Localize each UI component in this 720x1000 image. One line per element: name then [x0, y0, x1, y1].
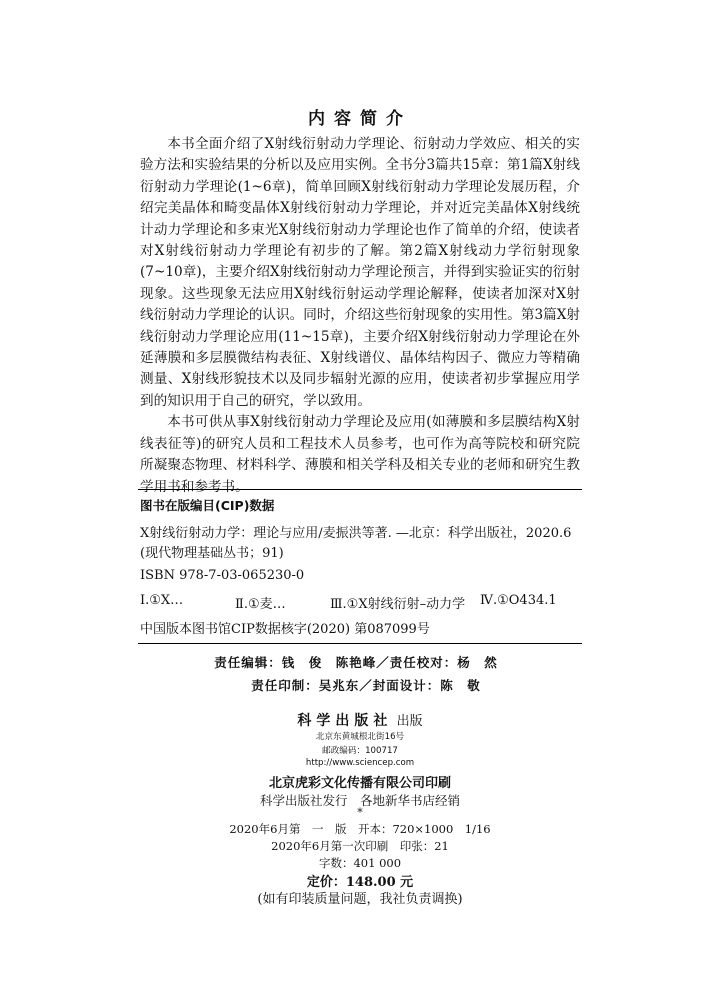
- cip-class-4: Ⅳ.①O434.1: [480, 593, 557, 608]
- price: 定价：148.00 元: [306, 875, 414, 890]
- cip-class-3: Ⅲ.①X射线衍射–动力学: [330, 597, 466, 612]
- cip-series: (现代物理基础丛书；91): [140, 546, 284, 561]
- cip-title: 图书在版编目(CIP)数据: [140, 498, 275, 513]
- publisher-postcode: 邮政编码：100717: [322, 746, 398, 756]
- distribution-info: 科学出版社发行 各地新华书店经销: [259, 793, 460, 808]
- staff-production: 责任印制：吴兆东／封面设计：陈 敬: [251, 678, 481, 693]
- publisher-website: http://www.sciencep.com: [305, 758, 415, 768]
- cip-book-info: X射线衍射动力学：理论与应用/麦振洪等著. —北京：科学出版社，2020.6: [140, 526, 572, 541]
- summary-title: 内容简介: [308, 109, 412, 129]
- separator-star: *: [357, 806, 363, 819]
- summary-paragraph-1: 本书全面介绍了X射线衍射动力学理论、衍射动力学效应、相关的实验方法和实验结果的分析以及应用实例。全书分3篇共15章：第1篇X射线衍射动力学理论(1~6章)，简单回顾X射线衍射动力学理论发展历程，介绍完美晶体和畸变晶体X射线衍射动力学理论，并对近完美晶体X射线统计动力学理论和多束光X射线衍射动力学理论也作了简单的介绍，使读者对X射线衍射动力学理论有初步的了解。第2篇X射线动力学衍射现象(7~10章)，主要介绍X射线衍射动力学理论预言，并得到实验证实的衍射现象。这些现象无法应用X射线衍射运动学理论解释，使读者加深对X射线衍射动力学理论的认识。同时，介绍这些衍射现象的实用性。第3篇X射线衍射动力学理论应用(11~15章)，主要介绍X射线衍射动力学理论在外延薄膜和多层膜微结构表征、X射线谱仪、晶体结构因子、微应力等精确测量、X射线形貌技术以及同步辐射光源的应用，使读者初步掌握应用学到的知识用于自己的研究，学以致用。: [140, 136, 580, 409]
- word-count: 字数：401 000: [318, 856, 402, 870]
- staff-editors: 责任编辑：钱 俊 陈艳峰／责任校对：杨 然: [214, 655, 498, 670]
- printer-name: 北京虎彩文化传播有限公司印刷: [268, 776, 451, 791]
- cip-class-1: Ⅰ.①X…: [140, 593, 184, 608]
- publisher-name: 科学出版社: [297, 713, 393, 729]
- cip-data-box: [138, 489, 582, 644]
- publisher-line: [0, 710, 720, 730]
- edition-first: 2020年6月第 一 版 开本：720×1000 1/16: [229, 822, 491, 836]
- cip-record-number: 中国版本图书馆CIP数据核字(2020) 第087099号: [140, 622, 430, 637]
- edition-printing: 2020年6月第一次印刷 印张：21: [271, 839, 449, 853]
- quality-notice: (如有印装质量问题，我社负责调换): [257, 892, 463, 907]
- publisher-address: 北京东黄城根北街16号: [315, 732, 405, 742]
- summary-paragraph-2: 本书可供从事X射线衍射动力学理论及应用(如薄膜和多层膜结构X射线表征等)的研究人员和工程技术人员参考，也可作为高等院校和研究院所凝聚态物理、材料科学、薄膜和相关学科及相关专业的老师和研究生教学用书和参考书。: [140, 414, 580, 495]
- cip-classification: [140, 593, 557, 612]
- publisher-suffix: 出版: [396, 714, 423, 729]
- cip-class-2: Ⅱ.①麦…: [235, 597, 286, 612]
- summary-body: [140, 134, 580, 498]
- cip-isbn: ISBN 978-7-03-065230-0: [140, 568, 305, 583]
